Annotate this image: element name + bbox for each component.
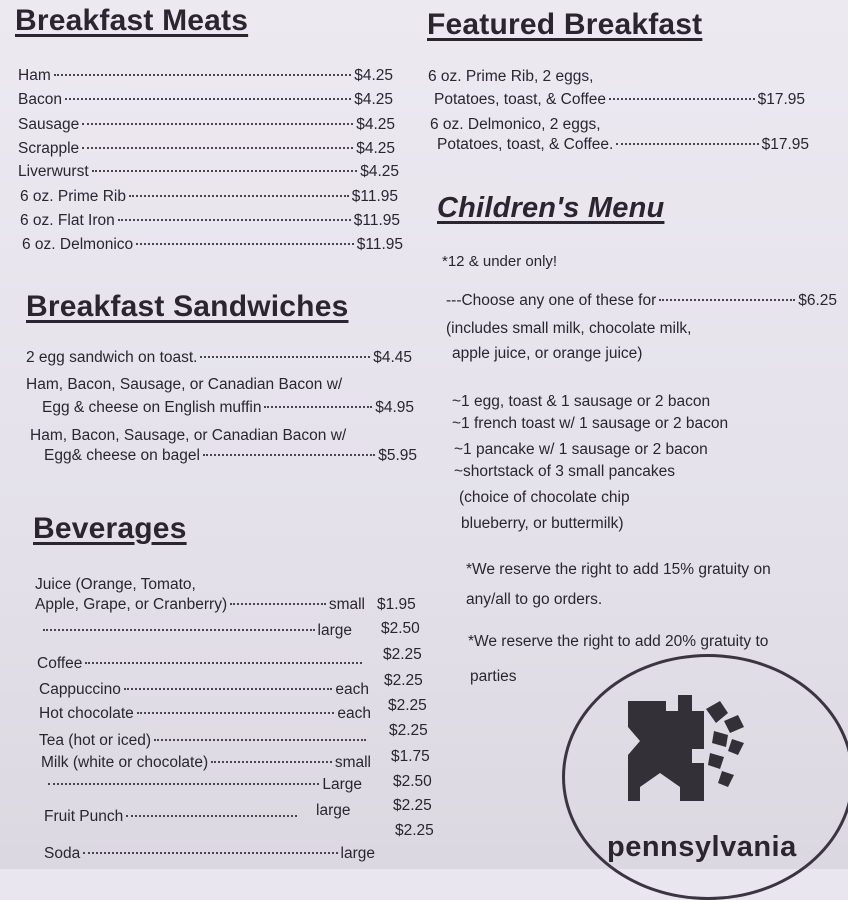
childrens-option: ~shortstack of 3 small pancakes: [454, 463, 675, 480]
childrens-includes: apple juice, or orange juice): [452, 345, 643, 362]
beverage-item: Milk (white or chocolate) small: [41, 754, 371, 771]
featured-item-prime-rib: Potatoes, toast, & Coffee $17.95: [434, 91, 805, 108]
featured-line: 6 oz. Delmonico, 2 eggs,: [430, 116, 601, 133]
beverage-item: Large: [45, 776, 362, 794]
beverage-price: $1.95: [377, 596, 416, 613]
beverage-item: Tea (hot or iced): [39, 732, 369, 750]
list-item: 6 oz. Delmonico $11.95: [22, 236, 403, 253]
gratuity-note: *We reserve the right to add 15% gratuity on: [466, 561, 771, 578]
sandwich-item: Egg& cheese on bagel $5.95: [44, 447, 417, 464]
pennsylvania-logo: [562, 654, 848, 900]
beverage-price: $1.75: [391, 748, 430, 765]
beverage-item: Fruit Punch: [44, 808, 300, 826]
childrens-option: blueberry, or buttermilk): [461, 515, 624, 532]
beverage-price: $2.25: [393, 797, 432, 814]
featured-item-delmonico: Potatoes, toast, & Coffee. $17.95: [437, 136, 809, 153]
list-item: 6 oz. Prime Rib $11.95: [20, 188, 398, 205]
childrens-includes: (includes small milk, chocolate milk,: [446, 320, 692, 337]
breakfast-sandwiches-heading: Breakfast Sandwiches: [26, 290, 349, 323]
beverage-item: Coffee: [37, 655, 365, 673]
beverage-item: Cappuccino each: [39, 681, 369, 698]
childrens-option: ~1 french toast w/ 1 sausage or 2 bacon: [452, 415, 729, 432]
beverage-price: $2.25: [388, 697, 427, 714]
gratuity-note: *We reserve the right to add 20% gratuity to: [468, 633, 769, 650]
childrens-option: (choice of chocolate chip: [459, 489, 630, 506]
childrens-menu-heading: Children's Menu: [437, 192, 665, 224]
childrens-option: ~1 egg, toast & 1 sausage or 2 bacon: [452, 393, 711, 410]
list-item: 6 oz. Flat Iron $11.95: [20, 212, 400, 229]
childrens-option: ~1 pancake w/ 1 sausage or 2 bacon: [454, 441, 708, 458]
beverage-size: large: [316, 802, 351, 819]
beverage-price: $2.25: [389, 722, 428, 739]
sandwich-item: 2 egg sandwich on toast. $4.45: [26, 349, 412, 366]
sandwich-desc: Ham, Bacon, Sausage, or Canadian Bacon w/: [26, 376, 343, 393]
list-item: Bacon $4.25: [18, 91, 393, 108]
list-item: Sausage $4.25: [18, 116, 395, 133]
gratuity-note: parties: [470, 668, 517, 685]
age-note: *12 & under only!: [442, 253, 558, 270]
beverage-desc: Juice (Orange, Tomato,: [35, 576, 196, 593]
beverage-item: large: [40, 622, 352, 640]
beverage-item: Soda large: [44, 845, 375, 862]
pa-keystone-tree-icon: [620, 691, 760, 811]
beverage-item: Apple, Grape, or Cranberry) small: [35, 596, 365, 613]
beverage-price: $2.50: [393, 773, 432, 790]
beverage-price: $2.50: [381, 620, 420, 637]
sandwich-desc: Ham, Bacon, Sausage, or Canadian Bacon w/: [30, 427, 347, 444]
beverages-heading: Beverages: [33, 512, 187, 545]
featured-breakfast-heading: Featured Breakfast: [427, 8, 703, 41]
list-item: Ham $4.25: [18, 67, 393, 84]
beverage-price: $2.25: [383, 646, 422, 663]
list-item: Liverwurst $4.25: [18, 163, 399, 180]
featured-line: 6 oz. Prime Rib, 2 eggs,: [428, 68, 594, 85]
list-item: Scrapple $4.25: [18, 140, 395, 157]
pennsylvania-wordmark: pennsylvania: [607, 831, 797, 863]
gratuity-note: any/all to go orders.: [466, 591, 603, 608]
childrens-choose-line: ---Choose any one of these for $6.25: [446, 292, 837, 309]
beverage-price: $2.25: [395, 822, 434, 839]
beverage-price: $2.25: [384, 672, 423, 689]
sandwich-item: Egg & cheese on English muffin $4.95: [42, 399, 414, 416]
breakfast-meats-heading: Breakfast Meats: [15, 4, 249, 37]
beverage-item: Hot chocolate each: [39, 705, 371, 722]
